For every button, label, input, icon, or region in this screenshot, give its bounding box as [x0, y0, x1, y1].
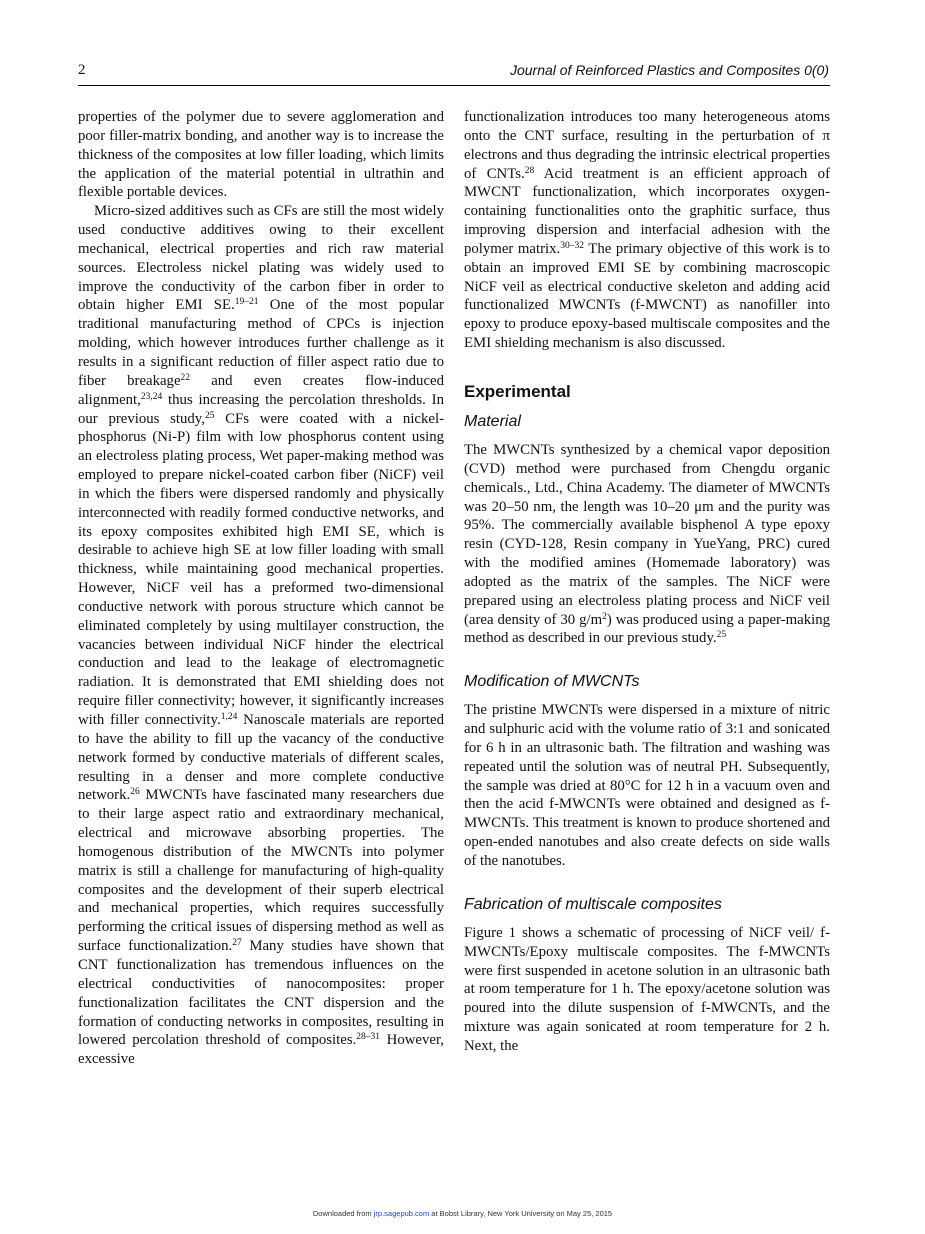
right-column [464, 108, 830, 1056]
citation: 25 [716, 630, 727, 641]
left-column [78, 108, 444, 1069]
citation: 30–32 [560, 240, 584, 251]
subsection-heading-material: Material [464, 412, 521, 430]
citation: 27 [232, 938, 242, 949]
footer-link[interactable]: jrp.sagepub.com [373, 1209, 430, 1218]
superscript: 2 [602, 611, 607, 622]
subsection-heading-modification: Modification of MWCNTs [464, 673, 640, 691]
paragraph: The MWCNTs synthesized by a chemical vapor deposition (CVD) method were purchased from Chengdu organic chemicals., Ltd., China Academy. The diameter of MWCNTs was 20–50 nm, the length was 10–20 μm and the purity was 95%. The commercially available bisphenol A type epoxy resin (CYD-128, Resin company in YueYang, PRC) cured with the modified amines (Homemade laboratory) was adopted as the matrix of the samples. The NiCF were prepared using an electroless plating process and NiCF veil (area density of 30 $g/m^2$) was produced using a paper-making method as described in our previous study.$^{25}$ [464, 441, 830, 647]
citation: 28 [524, 165, 535, 176]
citation: 28–31 [356, 1032, 381, 1043]
section-heading-experimental: Experimental [464, 381, 571, 401]
citation: 22 [180, 372, 191, 383]
subsection-heading-fabrication: Fabrication of multiscale composites [464, 895, 722, 913]
citation: 23,24 [140, 391, 163, 402]
citation: 1,24 [220, 712, 238, 722]
paragraph: Figure 1 shows a schematic of processing of NiCF veil/ f-MWCNTs/Epoxy multiscale composites. The f-MWCNTs were first suspended in acetone solution in an ultrasonic bath at room temperature for 1 h. The epoxy/acetone solution was poured into the dilute suspension of f-MWCNTs, and the mixture was again sonicated at room temperature for 2 h. Next, the [464, 924, 830, 1054]
paragraph: Micro-sized additives such as CFs are still the most widely used conductive additives owing to their excellent mechanical, electrical properties and rich raw material sources. Electroless nickel plating was widely used to improve the conductivity of the carbon fiber in order to obtain higher EMI SE.$^{19-21}$ One of the most popular traditional manufacturing method of CPCs is injection molding, which however introduces further challenge as it results in a significant reduction of filler aspect ratio due to fiber breakage$^{22}$ and even creates flow-induced alignment,$^{23,24}$ thus increasing the percolation thresholds. In our previous study,$^{25}$ CFs were coated with a nickel-phosphorus (Ni-P) film with low phosphorus content using an electroless plating process, Wet paper-making method was employed to prepare nickel-coated carbon fiber (NiCF) veil in which the fibers were dispersed randomly and physically interconnected with readily formed conductive networks, and its epoxy composites exhibited high EMI SE, which is desirable to achieve high SE at low filler loading with small thickness, while maintaining good mechanical properties. However, NiCF veil has a preformed two-dimensional conductive network with porous structure which cannot be eliminated completely by using multilayer construction, the vacancies between individual NiCF hinder the electrical conduction and lead to the leakage of electromagnetic radiation. It is demonstrated that EMI shielding does not require filler connectivity; however, it significantly increases with filler connectivity.$^{1,24}$ Nanoscale materials are reported to have the ability to fill up the vacancy of the conductive network formed by conductive materials of different scales, resulting in a denser and more complete conductive network.$^{26}$ MWCNTs have fascinated many researchers due to their large aspect ratio and extraordinary mechanical, electrical and microwave absorbing properties. The homogenous distribution of the MWCNTs into polymer matrix is still a challenge for manufacturing of high-quality composites and the development of their superb electrical and mechanical properties, which requires successfully performing the critical issues of dispersing method as well as surface functionalization.$^{27}$ Many studies have shown that CNT functionalization has tremendous influences on the electrical conductivities of nanocomposites: proper functionalization facilitates the CNT dispersion and the formation of conducting networks in composites, resulting in lowered percolation threshold of composites.$^{28-31}$ However, excessive [78, 203, 444, 1068]
paragraph: properties of the polymer due to severe agglomeration and poor filler-matrix bonding, and another way is to increase the thickness of the composites at low filler loading, which limits the application of the material potential in ultrathin and flexible portable devices. [78, 109, 444, 201]
journal-running-header: Journal of Reinforced Plastics and Composites 0(0) [509, 62, 829, 78]
download-footer: Downloaded from jrp.sagepub.com at Bobst Library, New York University on May 25, 2015 [312, 1209, 613, 1218]
page-number: 2 [78, 62, 86, 78]
paragraph: functionalization introduces too many heterogeneous atoms onto the CNT surface, resulting in the perturbation of π electrons and thus degrading the intrinsic electrical properties of CNTs.$^{28}$ Acid treatment is an efficient approach of MWCNT functionalization, which incorporates oxygen-containing functionalities onto the graphitic surface, thus improving dispersion and interfacial adhesion with the polymer matrix.$^{30-32}$ The primary objective of this work is to obtain an improved EMI SE by combining macroscopic NiCF veil as electrical conductive skeleton and adding acid functionalized MWCNTs (f-MWCNT) as nanofiller into epoxy to produce epoxy-based multiscale composites and the EMI shielding mechanism is also discussed. [464, 109, 831, 352]
header-rule [78, 85, 830, 86]
paragraph: The pristine MWCNTs were dispersed in a mixture of nitric and sulphuric acid with the volume ratio of 3:1 and sonicated for 6 h in an ultrasonic bath. The filtration and washing was repeated until the solution was of neutral PH. Subsequently, the sample was dried at 80°C for 12 h in a vacuum oven and then the acid f-MWCNTs were obtained and designed as f-MWCNTs. This treatment is known to produce shortened and open-ended nanotubes and also create defects on side walls of the nanotubes. [464, 702, 830, 869]
citation: 26 [130, 787, 140, 798]
citation: 25 [204, 410, 215, 421]
citation: 19–21 [234, 297, 259, 308]
